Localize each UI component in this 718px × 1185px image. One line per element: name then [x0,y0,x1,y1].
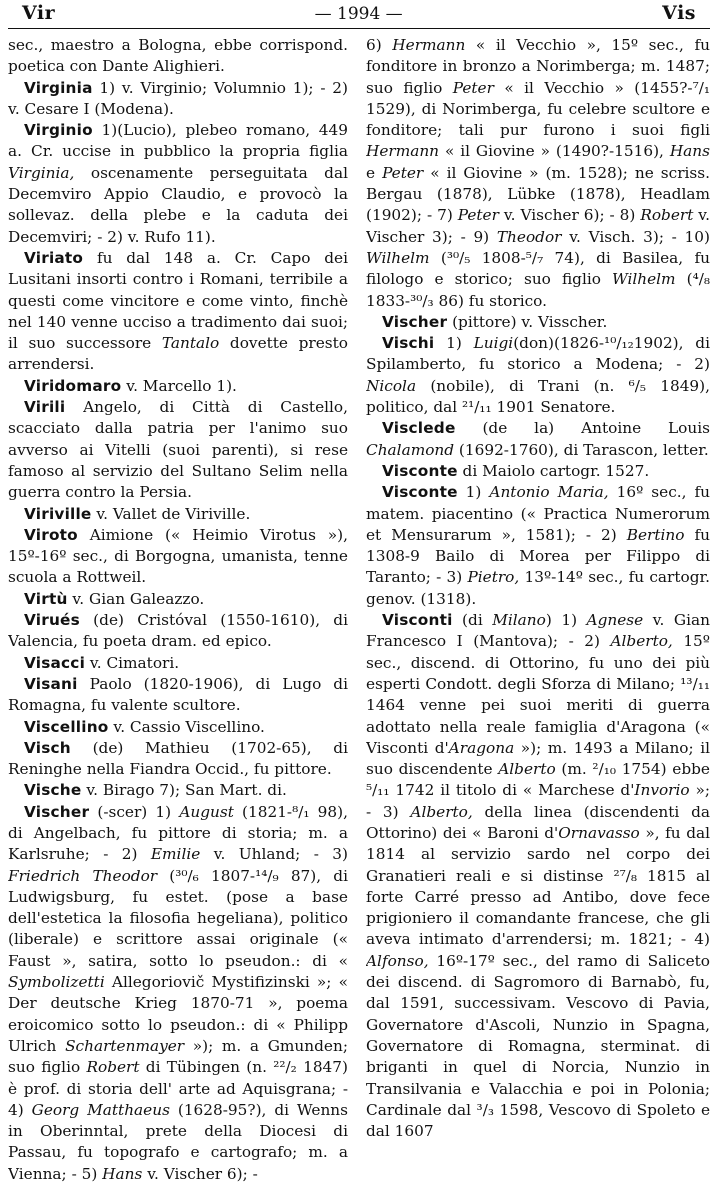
entry-text: v. Birago 7); San Mart. di. [81,781,287,800]
entry-text: 15º sec., discend. di Ottorino, fu uno dei più esperti Condott. degli Sforza di Milano; ¹³/₁₁ 1464 venne pei suoi meriti di guerra adottato nella reale famiglia d'Aragona (« Visconti d' [366,632,710,757]
entry-italic-text: Antonio Maria, [489,483,609,502]
entry-text: (di [452,611,493,630]
entry-headword: Viscellino [24,717,109,736]
entry-italic-text: Hans [102,1164,143,1183]
entry-italic-text: Alfonso, [366,951,429,970]
dictionary-entry [8,525,348,589]
running-head-left: Vir [22,2,56,24]
dictionary-entry [366,610,710,1142]
entry-text: fu 1308-9 Bailo di Morea per Filippo di Taranto; - 3) [366,525,710,587]
entry-text: v. Marcello 1). [121,376,237,395]
dictionary-entry [366,482,710,610]
entry-text: v. Gian Francesco I (Mantova); - 2) [366,611,710,651]
entry-italic-text: Theodor [496,227,562,246]
entry-text: (-scer) 1) [89,802,180,821]
dictionary-entry [366,461,710,482]
entry-italic-text: Peter [457,206,499,225]
entry-italic-text: Friedrich Theodor [8,866,158,885]
running-head-right: Vis [662,2,696,24]
dictionary-entry [8,78,348,121]
entry-headword: Viridomaro [24,376,122,395]
entry-text: 1) [434,334,474,353]
entry-headword: Viroto [24,525,78,544]
entry-text: 16º sec., fu matem. piacentino (« Practica Numerorum et Mensurarum », 1581); - 2) [366,483,710,544]
page-header [8,2,710,29]
entry-italic-text: Invorio [634,781,690,800]
entry-text: (⁴/₈ 1833-³⁰/₃ 86) fu storico. [366,270,710,310]
dictionary-entry [8,397,348,503]
entry-headword: Viriville [24,504,92,523]
entry-italic-text: Bertino [626,525,685,544]
dictionary-entry [8,717,348,738]
entry-text: 6) [366,36,393,54]
entry-text: (1628-95?), di Wenns in Oberinntal, prete della Diocesi di Passau, fu topografo e cartografo; m. a Vienna; - 5) [8,1100,348,1183]
entry-text: « il Giovine » (1490?-1516), [439,142,670,161]
entry-text: v. Cimatori. [85,653,180,672]
entry-text: v. Vischer 6); - [142,1164,258,1183]
entry-text: sec., maestro a Bologna, ebbe corrispond. poetica con Dante Alighieri. [8,36,348,76]
entry-headword: Visani [24,674,78,693]
entry-italic-text: Wilhelm [612,270,676,289]
entry-italic-text: Hans [669,142,710,161]
entry-italic-text: Hermann [392,36,466,54]
dictionary-entry [8,653,348,674]
entry-text: v. Vischer 3); - 9) [366,206,710,246]
dictionary-entry [8,248,348,376]
entry-italic-text: Wilhelm [366,248,430,267]
entry-italic-text: Tantalo [161,334,220,353]
entry-italic-text: Alberto [498,760,556,779]
entry-text: », fu dal 1814 al servizio sardo nel corpo dei Granatieri reali e si distinse ²⁷/₈ 1815 al forte Carré presso ad Antibo, dove fece prigioniero il comandante francese, che gli aveva intimato d'arrendersi; m. 1821; - 4) [366,823,710,949]
entry-italic-text: Chalamond [366,440,455,459]
entry-italic-text: Aragona [448,738,515,757]
dictionary-entry [366,312,710,333]
entry-text: « il Vecchio », 15º sec., fu fonditore in bronzo a Norimberga; m. 1487; suo figlio [366,36,710,97]
entry-italic-text: Robert [640,206,694,225]
entry-text: »); m. a Gmunden; suo figlio [8,1036,348,1077]
dictionary-entry [366,333,710,418]
entry-text: (³⁰/₅ 1808-⁵/₇ 74), di Basilea, fu filologo e storico; suo figlio [366,248,710,289]
entry-italic-text: Georg Matthaeus [31,1100,170,1119]
entry-text: (de) Cristóval (1550-1610), di Valencia, fu poeta dram. ed epico. [8,611,348,651]
entry-text: v. Vischer 6); - 8) [498,206,641,225]
entry-text: Allegoriovič Mystifizinski »; « Der deutsche Krieg 1870-71 », poema eroicomico sotto lo pseudon.: di « Philipp Ulrich [8,973,348,1055]
entry-italic-text: Symbolizetti [8,973,105,992]
entry-text: fu dal 148 a. Cr. Capo dei Lusitani insorti contro i Romani, terribile a questi come vincitore e come vinto, finchè nel 140 venne ucciso a tradimento dai suoi; il suo successore [8,248,348,353]
entry-italic-text: Peter [382,163,424,182]
entry-italic-text: Peter [452,78,494,97]
entry-text: 1)(Lucio), plebeo romano, 449 a. Cr. uccise in pubblico la propria figlia [8,121,348,161]
columns [8,35,710,1185]
dictionary-entry [8,376,348,397]
dictionary-entry [8,504,348,525]
entry-text: »); m. 1493 a Milano; il suo discendente [366,738,710,779]
entry-text: (nobile), di Trani (n. ⁶/₅ 1849), politico, dal ²¹/₁₁ 1901 Senatore. [366,376,710,417]
entry-text: v. Gian Galeazzo. [67,589,205,608]
entry-text: ) 1) [545,611,587,630]
left-column [8,35,348,1185]
entry-text: « il Giovine » (m. 1528); ne scriss. Bergau (1878), Lübke (1878), Headlam (1902); - 7) [366,163,710,225]
entry-text: Aimione (« Heimio Virotus »), 15º-16º sec., di Borgogna, umanista, tenne scuola a Rottweil. [8,525,348,587]
entry-text: dovette presto arrendersi. [8,334,348,374]
entry-text: 16º-17º sec., del ramo di Saliceto dei discend. di Sagromoro di Barnabò, fu, dal 1591, successivam. Vescovo di Pavia, Governatore d'Ascoli, Nunzio in Spagna, Governatore di Romagna, sterminat. di briganti in quel di Norcia, Nunzio in Transilvania e Valacchia e poi in Polonia; Cardinale dal ³/₃ 1598, Vescovo di Spoleto e dal 1607 [366,951,710,1141]
entry-text: v. Uhland; - 3) [200,845,348,864]
entry-text: della linea (discendenti da Ottorino) dei « Baroni d' [366,802,710,842]
entry-text: 1) [457,483,490,502]
entry-text: 13º-14º sec., fu cartogr. genov. (1318). [366,568,710,608]
entry-text: Paolo (1820-1906), di Lugo di Romagna, fu valente scultore. [8,674,348,715]
entry-italic-text: Virginia, [8,163,75,182]
entry-italic-text: Milano [492,611,546,630]
entry-italic-text: Emilie [150,845,201,864]
entry-headword: Virili [24,398,66,417]
entry-italic-text: Nicola [366,376,417,395]
entry-text: v. Visch. 3); - 10) [561,227,710,246]
entry-headword: Visconti [382,611,453,630]
dictionary-entry [8,35,348,78]
entry-headword: Visacci [24,653,86,672]
entry-text: « il Vecchio » (1455?-⁷/₁ 1529), di Norimberga, fu celebre scultore e fonditore; tali pur furono i suoi figli [366,78,710,140]
entry-italic-text: Luigi [473,334,514,353]
entry-headword: Visclede [382,419,456,438]
entry-headword: Virtù [24,589,68,608]
entry-text: v. Cassio Viscellino. [108,717,265,736]
entry-headword: Visconte [382,461,458,480]
entry-text: di Maiolo cartogr. 1527. [457,461,650,480]
dictionary-entry [8,674,348,717]
entry-italic-text: Alberto, [410,802,473,821]
entry-italic-text: Agnese [586,611,644,630]
entry-headword: Vischi [382,334,435,353]
dictionary-entry [366,418,710,461]
entry-italic-text: Hermann [366,142,440,161]
entry-text: (de la) Antoine Louis [455,419,710,438]
entry-text: v. Vallet de Viriville. [91,504,251,523]
entry-text: (1692-1760), di Tarascon, letter. [454,440,709,459]
dictionary-entry [366,35,710,312]
entry-italic-text: Ornavasso [558,823,640,842]
entry-text: »; - 3) [366,781,710,821]
entry-text: (m. ²/₁₀ 1754) ebbe ⁵/₁₁ 1742 il titolo di « Marchese d' [366,760,710,800]
entry-italic-text: Pietro, [467,568,520,587]
entry-text: (1821-⁸/₁ 98), di Angelbach, fu pittore di storia; m. a Karlsruhe; - 2) [8,802,348,864]
entry-text: (don)(1826-¹⁰/₁₂1902), di Spilamberto, fu storico a Modena; - 2) [366,334,710,374]
entry-text: (de) Mathieu (1702-65), di Reninghe nella Fiandra Occid., fu pittore. [8,738,348,779]
entry-text: (pittore) v. Visscher. [447,312,608,331]
entry-italic-text: August [179,802,234,821]
entry-headword: Visconte [382,483,458,502]
entry-headword: Vische [24,781,82,800]
right-column [366,35,710,1185]
entry-italic-text: Schartenmayer [65,1036,185,1055]
entry-text: Angelo, di Città di Castello, scacciato dalla patria per l'animo suo avverso ai Vitelli (suoi parenti), si rese famoso al servizio del Sultano Selim nella guerra contro la Persia. [8,398,348,502]
entry-text: e [366,163,383,182]
entry-text: oscenamente perseguitata dal Decemviro Appio Claudio, e provocò la sollevaz. della plebe e la caduta dei Decemviri; - 2) v. Rufo 11). [8,163,348,246]
entry-headword: Virginio [24,121,93,140]
dictionary-entry [8,802,348,1185]
dictionary-entry [8,589,348,610]
entry-headword: Vischer [382,312,448,331]
entry-headword: Virginia [24,78,93,97]
entry-headword: Virués [24,611,80,630]
entry-headword: Viriato [24,248,84,267]
entry-text: 1) v. Virginio; Volumnio 1); - 2) v. Cesare I (Modena). [8,78,348,118]
entry-text: (³⁰/₆ 1807-¹⁴/₉ 87), di Ludwigsburg, fu estet. (pose a base dell'estetica la filosofia hegeliana), politico (liberale) e scrittore assai originale (« Faust », satira, sotto lo pseudon.: di « [8,866,348,970]
entry-italic-text: Robert [86,1058,140,1077]
dictionary-entry [8,780,348,801]
dictionary-entry [8,738,348,781]
entry-headword: Visch [24,738,71,757]
entry-italic-text: Alberto, [610,632,673,651]
page-number: — 1994 — [314,4,403,24]
dictionary-entry [8,120,348,248]
dictionary-entry [8,610,348,653]
entry-headword: Vischer [24,802,90,821]
entry-text: di Tübingen (n. ²²/₂ 1847) è prof. di storia dell' arte ad Aquisgrana; - 4) [8,1058,348,1119]
